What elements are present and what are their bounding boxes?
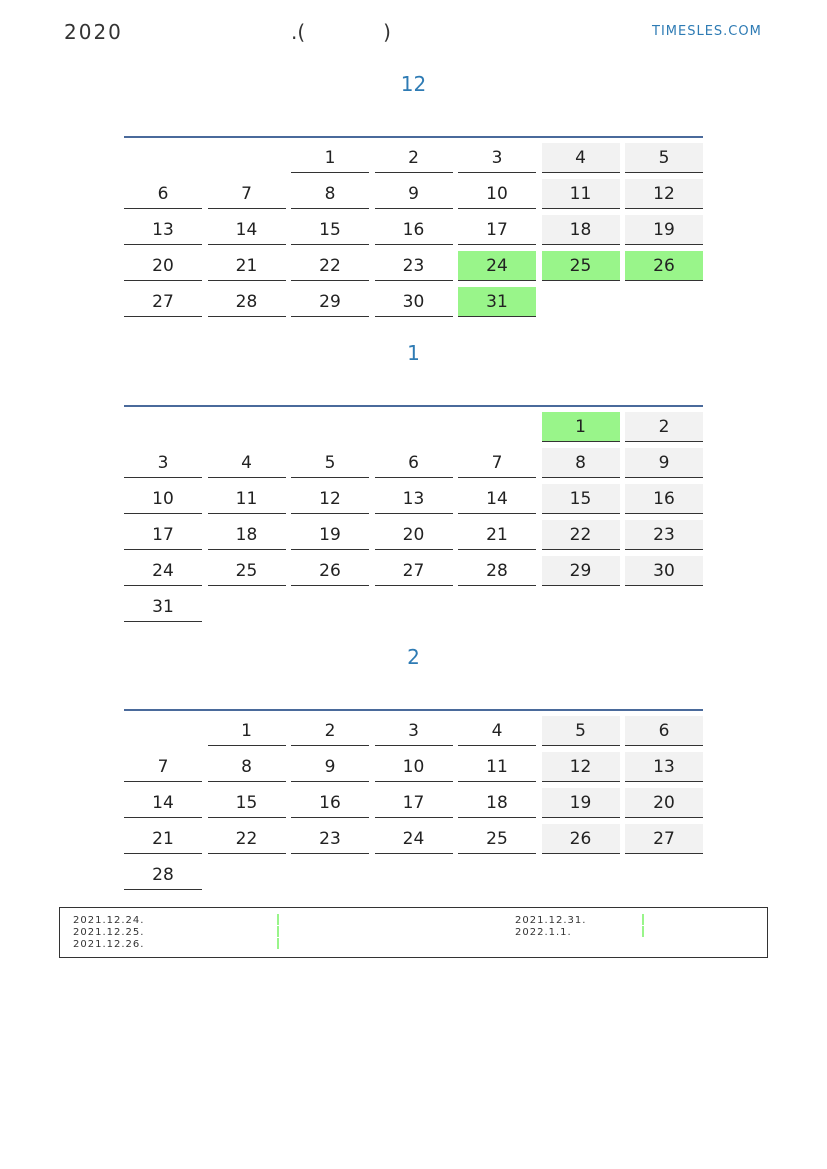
day-cell: 8 [542,448,620,478]
day-cell: 4 [208,448,286,478]
day-cell: 9 [625,448,703,478]
day-cell: 6 [625,716,703,746]
legend-date: 2021.12.26. [73,939,145,950]
holiday-day-cell: 1 [542,412,620,442]
day-cell: 16 [625,484,703,514]
day-cell: 14 [208,215,286,245]
day-cell: 17 [375,788,453,818]
day-cell: 24 [375,824,453,854]
day-cell: 14 [458,484,536,514]
day-cell: 22 [208,824,286,854]
day-cell: 18 [542,215,620,245]
day-cell: 8 [291,179,369,209]
day-cell: 15 [542,484,620,514]
day-cell: 7 [208,179,286,209]
day-cell: 20 [375,520,453,550]
day-cell: 13 [375,484,453,514]
day-cell: 19 [291,520,369,550]
day-cell: 1 [208,716,286,746]
day-cell: 28 [458,556,536,586]
holiday-marker [642,926,644,937]
day-cell: 7 [458,448,536,478]
legend-date: 2021.12.25. [73,927,145,938]
day-cell: 11 [208,484,286,514]
holiday-marker [642,914,644,925]
day-cell: 6 [124,179,202,209]
day-cell: 10 [458,179,536,209]
holiday-day-cell: 26 [625,251,703,281]
day-cell: 23 [291,824,369,854]
day-cell: 2 [625,412,703,442]
day-cell: 4 [458,716,536,746]
day-cell: 18 [458,788,536,818]
legend-date: 2022.1.1. [515,927,572,938]
day-cell: 27 [124,287,202,317]
day-cell: 22 [542,520,620,550]
subtitle-open: .( [291,20,306,44]
month-divider [124,709,703,711]
day-cell: 29 [542,556,620,586]
month-divider [124,136,703,138]
month-divider [124,405,703,407]
day-cell: 12 [625,179,703,209]
day-cell: 1 [291,143,369,173]
day-cell: 25 [208,556,286,586]
holiday-marker [277,914,279,925]
day-cell: 25 [458,824,536,854]
day-cell: 15 [291,215,369,245]
day-cell: 7 [124,752,202,782]
day-cell: 15 [208,788,286,818]
day-cell: 21 [124,824,202,854]
day-cell: 30 [375,287,453,317]
day-cell: 16 [375,215,453,245]
day-cell: 21 [458,520,536,550]
day-cell: 27 [625,824,703,854]
day-cell: 26 [291,556,369,586]
day-cell: 12 [542,752,620,782]
day-cell: 4 [542,143,620,173]
holiday-marker [277,926,279,937]
site-link[interactable]: TIMESLES.COM [652,24,762,39]
day-cell: 13 [124,215,202,245]
day-cell: 10 [124,484,202,514]
day-cell: 24 [124,556,202,586]
day-cell: 20 [124,251,202,281]
month-title: 2 [407,645,420,669]
day-cell: 5 [625,143,703,173]
day-cell: 30 [625,556,703,586]
holiday-day-cell: 25 [542,251,620,281]
month-title: 1 [407,341,420,365]
day-cell: 5 [542,716,620,746]
day-cell: 20 [625,788,703,818]
day-cell: 31 [124,592,202,622]
day-cell: 19 [542,788,620,818]
day-cell: 3 [458,143,536,173]
day-cell: 2 [375,143,453,173]
subtitle [291,20,391,44]
day-cell: 17 [458,215,536,245]
holiday-legend [59,907,768,958]
day-cell: 11 [458,752,536,782]
holiday-day-cell: 24 [458,251,536,281]
day-cell: 10 [375,752,453,782]
legend-date: 2021.12.24. [73,915,145,926]
day-cell: 16 [291,788,369,818]
day-cell: 3 [375,716,453,746]
day-cell: 11 [542,179,620,209]
day-cell: 8 [208,752,286,782]
legend-date: 2021.12.31. [515,915,587,926]
day-cell: 2 [291,716,369,746]
year-title: 2020 [64,20,123,44]
day-cell: 18 [208,520,286,550]
day-cell: 13 [625,752,703,782]
day-cell: 6 [375,448,453,478]
day-cell: 12 [291,484,369,514]
holiday-marker [277,938,279,949]
day-cell: 27 [375,556,453,586]
day-cell: 17 [124,520,202,550]
day-cell: 9 [375,179,453,209]
day-cell: 14 [124,788,202,818]
month-title: 12 [400,72,427,96]
subtitle-close: ) [383,20,391,44]
day-cell: 29 [291,287,369,317]
day-cell: 3 [124,448,202,478]
holiday-day-cell: 31 [458,287,536,317]
day-cell: 23 [625,520,703,550]
day-cell: 23 [375,251,453,281]
day-cell: 28 [124,860,202,890]
day-cell: 19 [625,215,703,245]
day-cell: 22 [291,251,369,281]
day-cell: 21 [208,251,286,281]
day-cell: 28 [208,287,286,317]
day-cell: 26 [542,824,620,854]
page-header [0,0,827,60]
day-cell: 5 [291,448,369,478]
day-cell: 9 [291,752,369,782]
